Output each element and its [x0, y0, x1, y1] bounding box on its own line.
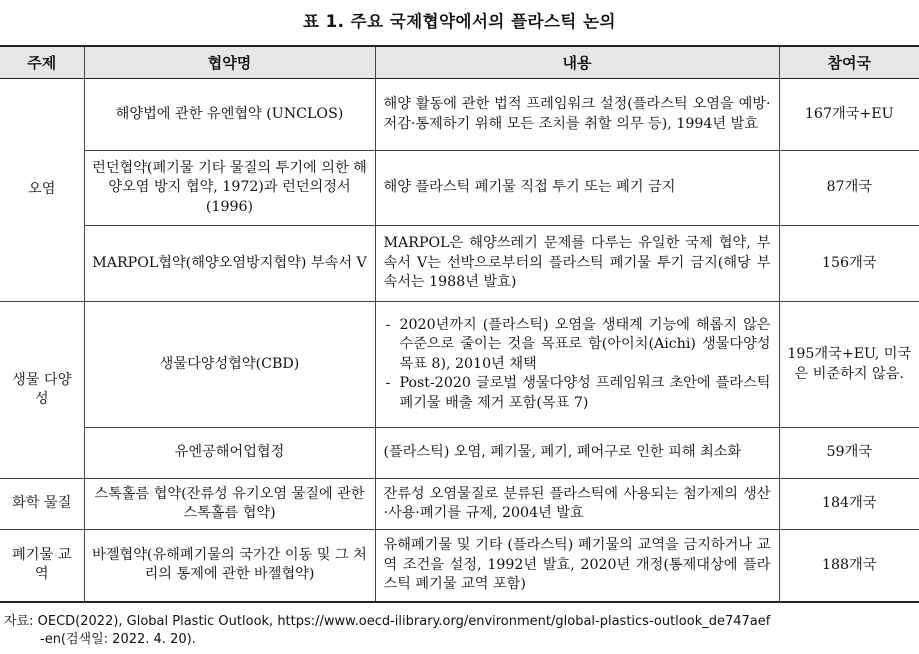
source-note: [4, 613, 909, 649]
header-convention: 협약명: [84, 46, 375, 79]
convention-cell: 해양법에 관한 유엔협약 (UNCLOS): [84, 79, 375, 151]
members-cell: 195개국+EU, 미국은 비준하지 않음.: [779, 302, 919, 428]
members-cell: 156개국: [779, 226, 919, 302]
table-row: [0, 530, 919, 602]
content-cell: [375, 302, 779, 428]
members-cell: 87개국: [779, 151, 919, 226]
content-cell: MARPOL은 해양쓰레기 문제를 다루는 유일한 국제 협약, 부속서 V는 선박으로부터의 플라스틱 폐기물 투기 금지(해당 부속서는 1988년 발효): [375, 226, 779, 302]
content-bullet: - 2020년까지 (플라스틱) 오염을 생태계 기능에 해롭지 않은 수준으로 줄이는 것을 목표로 함(아이치(Aichi) 생물다양성 목표 8), 2010년 채택: [400, 316, 771, 375]
members-cell: 184개국: [779, 479, 919, 530]
convention-cell: MARPOL협약(해양오염방지협약) 부속서 V: [84, 226, 375, 302]
content-cell: 잔류성 오염물질로 분류된 플라스틱에 사용되는 첨가제의 생산·사용·폐기를 규제, 2004년 발효: [375, 479, 779, 530]
table-row: [0, 79, 919, 151]
table-row: [0, 428, 919, 479]
header-content: 내용: [375, 46, 779, 79]
source-line-1: 자료: OECD(2022), Global Plastic Outlook, https://www.oecd-ilibrary.org/environment/global-plastics-outlook_de747aef: [4, 614, 771, 629]
topic-cell: 폐기물 교역: [0, 530, 84, 602]
table-row: [0, 479, 919, 530]
header-topic: 주제: [0, 46, 84, 79]
content-cell: 유해폐기물 및 기타 (플라스틱) 폐기물의 교역을 금지하거나 교역 조건을 설정, 1992년 발효, 2020년 개정(통제대상에 플라스틱 폐기물 교역 포함): [375, 530, 779, 602]
topic-cell: 오염: [0, 79, 84, 302]
convention-cell: 런던협약(폐기물 기타 물질의 투기에 의한 해양오염 방지 협약, 1972)과 런던의정서(1996): [84, 151, 375, 226]
header-row: [0, 46, 919, 79]
source-line-2: -en(검색일: 2022. 4. 20).: [40, 632, 196, 647]
conventions-table: [0, 45, 919, 603]
topic-cell: 화학 물질: [0, 479, 84, 530]
content-cell: 해양 플라스틱 폐기물 직접 투기 또는 폐기 금지: [375, 151, 779, 226]
content-cell: 해양 활동에 관한 법적 프레임워크 설정(플라스틱 오염을 예방·저감·통제하기 위해 모든 조치를 취할 의무 등), 1994년 발효: [375, 79, 779, 151]
header-members: 참여국: [779, 46, 919, 79]
content-bullet-list: [384, 316, 771, 414]
members-cell: 167개국+EU: [779, 79, 919, 151]
convention-cell: 스톡홀름 협약(잔류성 유기오염 물질에 관한 스톡홀름 협약): [84, 479, 375, 530]
content-bullet: - Post-2020 글로벌 생물다양성 프레임워크 초안에 플라스틱 폐기물 배출 제거 포함(목표 7): [400, 374, 771, 413]
table-row: [0, 151, 919, 226]
convention-cell: 생물다양성협약(CBD): [84, 302, 375, 428]
topic-cell: 생물 다양성: [0, 302, 84, 479]
convention-cell: 유엔공해어업협정: [84, 428, 375, 479]
table-title: 표 1. 주요 국제협약에서의 플라스틱 논의: [303, 12, 616, 31]
table-row: [0, 226, 919, 302]
members-cell: 188개국: [779, 530, 919, 602]
convention-cell: 바젤협약(유해폐기물의 국가간 이동 및 그 처리의 통제에 관한 바젤협약): [84, 530, 375, 602]
content-cell: (플라스틱) 오염, 폐기물, 폐기, 폐어구로 인한 피해 최소화: [375, 428, 779, 479]
table-row: [0, 302, 919, 428]
members-cell: 59개국: [779, 428, 919, 479]
